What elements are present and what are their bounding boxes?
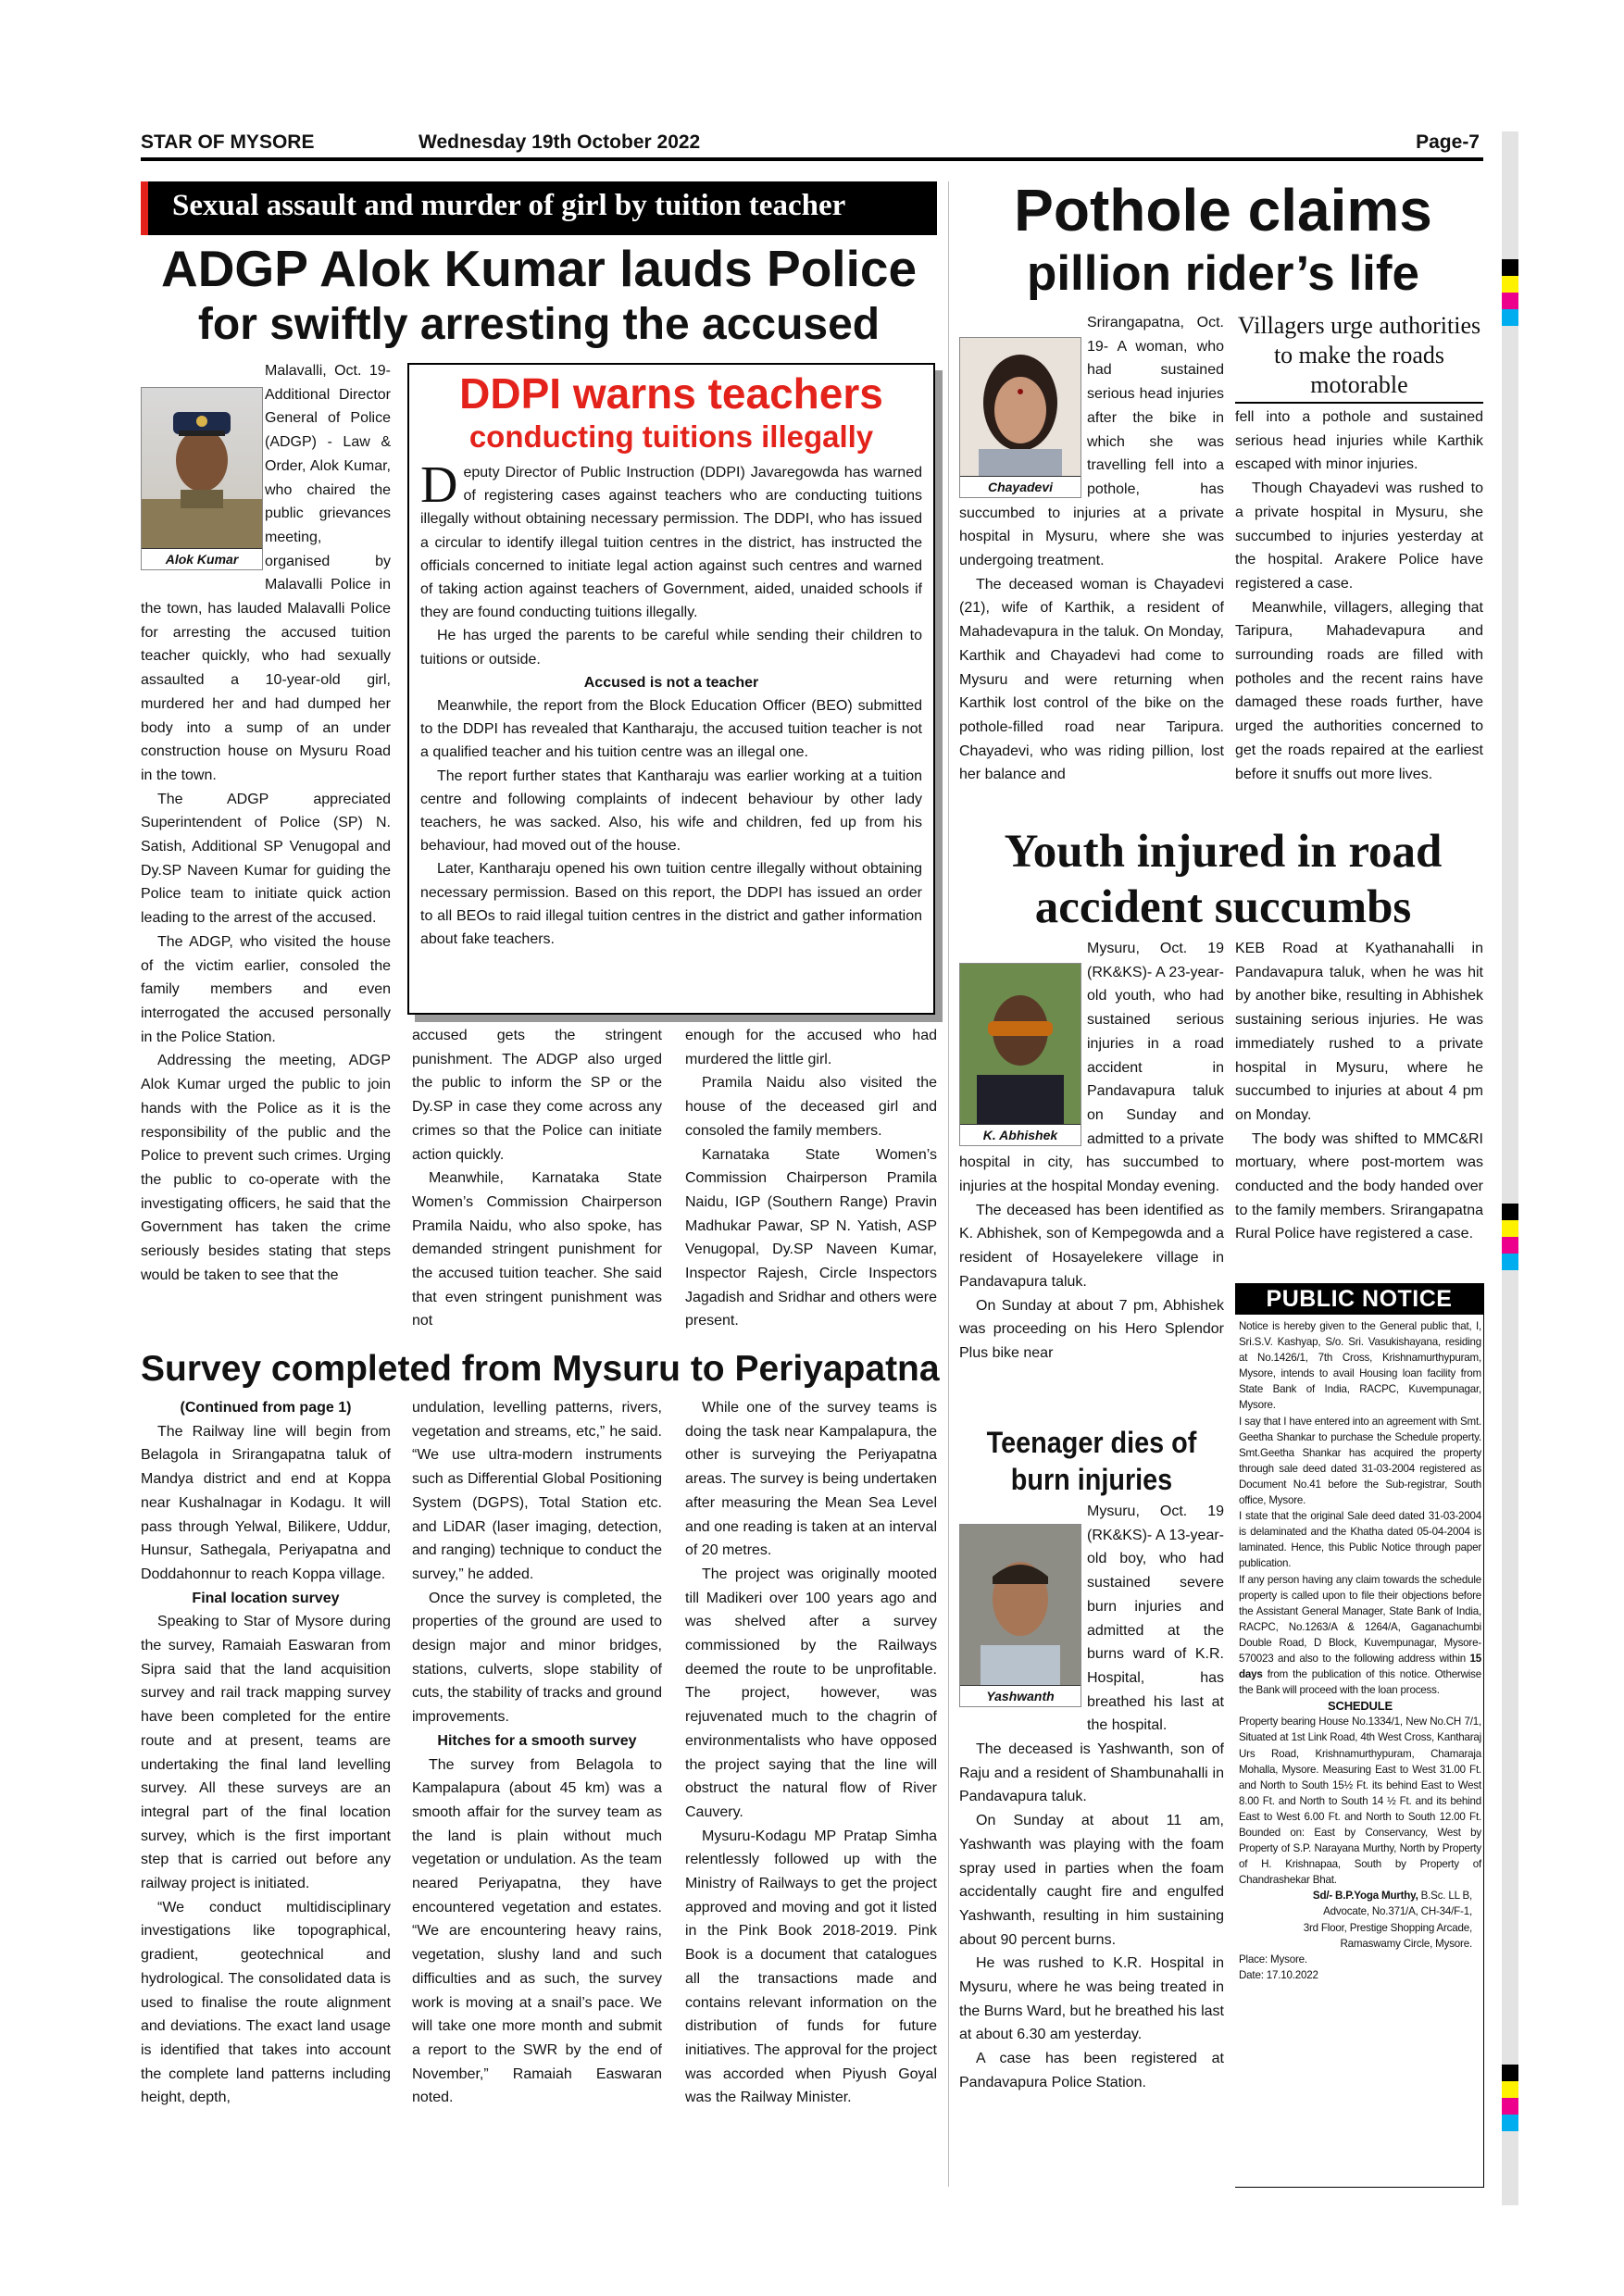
teen-text: Mysuru, Oct. 19 (RK&KS)- A 13-year-old boy, who had sustained severe burn injuries and admitted at the burns ward of K.R. Hospital, has breathed his last at the hospital. The deceased is Yashwanth, son of Raju and a resident of Shambunahalli in Pandavapura taluk. On Sunday at about 11 am, Yashwanth was playing with the foam spray used in parties when the foam accidentally caught fire and engulfed Yashwanth, resulting in him sustaining about 90 percent burns. He was rushed to K.R. Hospital in Mysuru, where he was being treated in the Burns Ward, but he breathed his last at about 6.30 am yesterday. A case has been registered at Pandavapura Police Station.	[959, 1504, 1224, 2090]
column-rule	[948, 181, 949, 2187]
adgp-kicker: Sexual assault and murder of girl by tuition teacher	[141, 181, 937, 235]
public-notice-body: Notice is hereby given to the General public that, I, Sri.S.V. Kashyap, S/o. Sri. Vasukishayana, residing at No.1426/1, 7th Cross, Krishnamurthypuram, Mysore, intends to avail Housing loan facility from State Bank of India, RACPC, Kuvempunagar, Mysore. I say that I have entered into an agreement with Smt. Geetha Shankar to purchase the Schedule property. Smt.Geetha Shankar has acquired the property through sale deed dated 31-03-2004 registered as Document No.41 before the Sub-registrar, South office, Mysore. I state that the original Sale deed dated 31-03-2004 is delaminated and the Khatha dated 05-04-2004 is laminated. Hence, this Public Notice through paper publication. If any person having any claim towards the schedule property is called upon to file their objections before the Assistant General Manager, State Bank of India, RACPC, No.1263/A & 1264/A, Gaganachumbi Double Road, D Block, Kuvempunagar, Mysore-570023 and also to the following address within 15 days from the publication of this notice. Otherwise the Bank will proceed with the loan process. SCHEDULE Property bearing House No.1334/1, New No.CH 7/1, Situated at 1st Link Road, 4th West Cross, Kantharaj Urs Road, Krishnamurthypuram, Chamaraja Mohalla, Mysore. Measuring East to West 31.00 Ft. and North to South 15½ Ft. its behind East to West 8.00 Ft. and North to South 14 ½ Ft. and its behind East to West 6.00 Ft. and North to South 12.00 Ft. Bounded on: East by Conservancy, West by Property of S.P. Narayana Murthy, North by Property of H. Krishnapaa, South by Property of Chandrashekar Bhat. Sd/- B.P.Yoga Murthy, B.Sc. LL B, Advocate, No.371/A, CH-34/F-1, 3rd Floor, Prestige Shopping Arcade, Ramaswamy Circle, Mysore. Place: Mysore. Date: 17.10.2022	[1239, 1320, 1481, 1981]
registration-marks-top	[1502, 259, 1518, 326]
ddpi-dropcap: D	[420, 456, 458, 514]
ddpi-headline: DDPI warns teachers conducting tuitions illegally	[459, 369, 883, 454]
adgp-col2: accused gets the stringent punishment. The ADGP also urged the public to inform the SP or the Dy.SP in case they come across any crimes so that the Police can initiate action quickly. Meanwhile, Karnataka State Women’s Commission Chairperson Pramila Naidu, who also spoke, has demanded stringent punishment for the accused tuition teacher. She said that even stringent punishment was not	[412, 1028, 662, 1329]
page-number: Page-7	[1416, 131, 1480, 153]
survey-col2: undulation, levelling patterns, rivers, vegetation and streams, etc,” he said. “We use ultra-modern instruments such as Differential Global Positioning System (DGPS), Total Station etc. and LiDAR (laser imaging, detection, and ranging) technique to conduct the survey,” he added. Once the survey is completed, the properties of the ground are used to design major and minor bridges, stations, culverts, slope stability of cuts, the stability of tracks and ground improvements. Hitches for a smooth survey The survey from Belagola to Kampalapura (about 45 km) was a smooth affair for the survey team as the land is plain without much vegetation or undulation. As the team neared Periyapatna, they have encountered vegetation and estates. “We are encountering heavy rains, vegetation, slushy land and such difficulties and as such, the survey work is moving at a snail’s pace. We will take one more month and submit a report to the SWR by the end of November,” Ramaiah Easwaran noted.	[412, 1400, 662, 2106]
ddpi-text: Deputy Director of Public Instruction (DDPI) Javaregowda has warned of registering cases against teachers who are conducting tuitions illegally without obtaining necessary permission. The DDPI, who has issued a circular to identify illegal tuition centres in the district, has instructed the officials concerned to initiate legal action against such centres and warned of taking action against teachers of Government, aided, unaided schools if they are found conducting tuitions illegally. He has urged the parents to be careful while sending their children to tuitions or outside. Accused is not a teacher Meanwhile, the report from the Block Education Officer (BEO) submitted to the DDPI has revealed that Kantharaju, the accused tuition teacher is not a qualified teacher and his tuition centre was an illegal one. The report further states that Kantharaju was earlier working at a tuition centre and following complaints of indecent behaviour by other lady teachers, he was sacked. Also, his wife and children, fed up from his behaviour, had moved out of the house. Later, Kantharaju opened his own tuition centre illegally without obtaining necessary permission. Based on this report, the DDPI has issued an order to all BEOs to raid illegal tuition centres in the district and gather information about fake teachers.	[420, 456, 922, 948]
adgp-headline: ADGP Alok Kumar lauds Police for swiftly arresting the accused	[160, 240, 918, 349]
alok-kumar-caption: Alok Kumar	[142, 548, 262, 569]
pothole-col1: Srirangapatna, Oct. 19- A woman, who had sustained serious head injuries after the bike in which she was travelling fell into a pothole, has succumbed to injuries at a private hospital in Mysuru, where she was undergoing treatment. The deceased woman is Chayadevi (21), wife of Karthik, a resident of Mahadevapura in the taluk. On Monday, Karthik and Chayadevi had come to Mysuru and were returning when Karthik lost control of the bike on the pothole-filled road near Taripura. Chayadevi, who was riding pillion, lost her balance and	[959, 315, 1224, 783]
chayadevi-caption: Chayadevi	[960, 476, 1081, 497]
ddpi-box	[407, 363, 935, 1015]
notice-signature: Sd/- B.P.Yoga Murthy, B.Sc. LL B, Advocate, No.371/A, CH-34/F-1, 3rd Floor, Prestige Shopping Arcade, Ramaswamy Circle, Mysore.	[1303, 1890, 1472, 1950]
youth-col1: Mysuru, Oct. 19 (RK&KS)- A 23-year-old youth, who had sustained serious injuries in a road accident in Pandavapura taluk on Sunday and admitted to a private hospital in city, has succumbed to injuries at the hospital Monday evening. The deceased has been identified as K. Abhishek, son of Kempegowda and a resident of Hosayelekere village in Pandavapura taluk. On Sunday at about 7 pm, Abhishek was proceeding on his Hero Splendor Plus bike near	[959, 941, 1224, 1361]
margin-strip	[1502, 131, 1518, 2205]
adgp-col3: enough for the accused who had murdered the little girl. Pramila Naidu also visited the house of the deceased girl and consoled the family members. Karnataka State Women’s Commission Chairperson Pramila Naidu, IGP (Southern Range) Pravin Madhukar Pawar, SP N. Yatish, ASP Venugopal, Dy.SP Naveen Kumar, Inspector Rajesh, Circle Inspectors Jagadish and Sridhar and others were present.	[685, 1028, 937, 1329]
registration-marks-bottom	[1502, 2065, 1518, 2131]
registration-marks-middle	[1502, 1204, 1518, 1270]
survey-headline: Survey completed from Mysuru to Periyapatna	[141, 1349, 940, 1389]
youth-headline: Youth injured in road accident succumbs	[1004, 826, 1443, 933]
ddpi-subhead: Accused is not a teacher	[583, 674, 759, 691]
masthead	[141, 131, 1480, 157]
pothole-sidebar: Villagers urge authorities to make the roads motorable	[1235, 311, 1483, 404]
public-notice	[1235, 1283, 1484, 2188]
pothole-headline: Pothole claims pillion rider’s life	[1014, 177, 1432, 301]
public-notice-title: PUBLIC NOTICE	[1235, 1283, 1483, 1315]
youth-col2: KEB Road at Kyathanahalli in Pandavapura taluk, when he was hit by another bike, resulting in Abhishek sustaining serious injuries. He was immediately rushed to a private hospital in Mysuru, where he succumbed to injuries at about 4 pm on Monday. The body was shifted to MMC&RI mortuary, where post-mortem was conducted and the body handed over to the family members. Srirangapatna Rural Police have registered a case.	[1235, 941, 1483, 1242]
paper-name: STAR OF MYSORE	[141, 131, 315, 153]
adgp-col1-text: Malavalli, Oct. 19- Additional Director General of Police (ADGP) - Law & Order, Alok Kumar, who chaired the public grievances meeting, organised by Malavalli Police in the town, has lauded Malavalli Police for arresting the accused tuition teacher quickly, who had sexually assaulted a 10-year-old girl, murdered her and had dumped her body into a sump of an under construction house on Mysuru Road in the town. The ADGP appreciated Superintendent of Police (SP) N. Satish, Additional SP Venugopal and Dy.SP Naveen Kumar for guiding the Police team to initiate quick action leading to the arrest of the accused. The ADGP, who visited the house of the victim earlier, consoled the family members and even interrogated the accused personally in the Police Station. Addressing the meeting, ADGP Alok Kumar urged the public to join hands with the Police as it is the responsibility of the public and the Police to prevent such crimes. Urging the public to co-operate with the investigating officers, he said that the Government has taken the crime seriously besides stating that steps would be taken to see that the	[141, 363, 391, 1283]
yashwanth-caption: Yashwanth	[960, 1685, 1081, 1706]
survey-col3: While one of the survey teams is doing the task near Kampalapura, the other is surveying the Periyapatna areas. The survey is being undertaken after measuring the Mean Sea Level and one reading is taken at an interval of 20 metres. The project was originally mooted till Madikeri over 100 years ago and was shelved after a survey commissioned by the Railways deemed the route to be unprofitable. The project, however, was rejuvenated much to the chagrin of environmentalists who have opposed the project saying that the line will obstruct the natural flow of River Cauvery. Mysuru-Kodagu MP Pratap Simha relentlessly followed up with the Ministry of Railways to get the project approved and moving and got it listed in the Pink Book 2018-2019. Pink Book is a document that catalogues all the transactions made and contains relevant information on the distribution of funds for future initiatives. The approval for the project was accorded when Piyush Goyal was the Railway Minister.	[685, 1400, 937, 2106]
masthead-rule	[141, 157, 1483, 161]
survey-col1: (Continued from page 1) The Railway line will begin from Belagola in Srirangapatna taluk of Mandya district and end at Koppa near Kushalnagar in Kodagu. It will pass through Yelwal, Bilikere, Uddur, Hunsur, Sathegala, Periyapatna and Doddahonnur to reach Koppa village. Final location survey Speaking to Star of Mysore during the survey, Ramaiah Easwaran from Sipra said that the land acquisition survey and rail track mapping survey have been completed for the entire route and at present, teams are undertaking the final land levelling survey. All these surveys are an integral part of the final location survey, which is the first important step that is carried out before any railway project is initiated. “We conduct multidisciplinary investigations like topographical, gradient, geotechnical and hydrological. The consolidated data is used to finalise the route alignment and deviations. The exact land usage is identified that takes into account the complete land patterns including height, depth,	[141, 1400, 391, 2106]
issue-date: Wednesday 19th October 2022	[418, 131, 701, 153]
teen-headline: Teenager dies of burn injuries	[986, 1426, 1197, 1496]
pothole-col2: fell into a pothole and sustained serious head injuries while Karthik escaped with minor injuries. Though Chayadevi was rushed to a private hospital in Mysuru, she succumbed to injuries yesterday at the hospital. Arakere Police have registered a case. Meanwhile, villagers, alleging that Taripura, Mahadevapura and surrounding roads are filled with potholes and the recent rains have damaged these roads further, have urged the authorities concerned to get the roads repaired at the earliest before it snuffs out more lives.	[1235, 409, 1483, 782]
abhishek-caption: K. Abhishek	[960, 1124, 1081, 1145]
